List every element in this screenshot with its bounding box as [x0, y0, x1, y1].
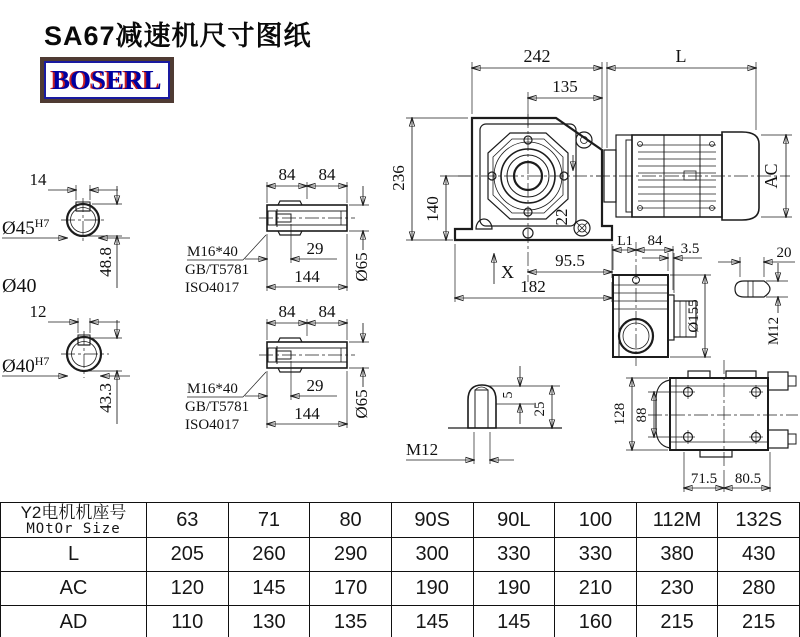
dim-motor-dia: AC: [761, 163, 781, 189]
dim-l1: L1: [617, 234, 633, 249]
col-header: 112M: [636, 503, 718, 538]
plug-detail: [718, 245, 795, 345]
cell: 215: [718, 606, 800, 637]
dim-plug-length: 20: [776, 245, 792, 261]
bottom-view: [612, 360, 798, 492]
header-motor-size: [1, 503, 147, 538]
cell: 120: [147, 572, 229, 606]
row-label: L: [1, 538, 147, 572]
cell: 430: [718, 538, 800, 572]
dim-bore-top: $Ø45^{H7}$: [2, 216, 50, 239]
dim-gap: 3.5: [680, 241, 700, 257]
dim-base-width: 182: [520, 277, 546, 296]
cell: 380: [636, 538, 718, 572]
dim-face-width: 135: [552, 77, 578, 96]
cell: 170: [310, 572, 392, 606]
col-header: 132S: [718, 503, 800, 538]
col-header: 90L: [473, 503, 555, 538]
motor-size-table: [0, 502, 800, 637]
label-std-gb: GB/T5781: [185, 262, 250, 278]
col-header: 100: [555, 503, 637, 538]
cell: 110: [147, 606, 229, 637]
label-std-gb2: GB/T5781: [185, 399, 250, 415]
dim-sleeve-seg-a: 84: [278, 165, 296, 184]
label-bolt-spec2: M16*40: [187, 381, 238, 397]
cell: 330: [473, 538, 555, 572]
cell: 190: [473, 572, 555, 606]
side-view: [613, 233, 711, 366]
dim-sleeve2-dia: Ø65: [352, 389, 371, 419]
dim-key-width-bottom: 12: [29, 302, 47, 321]
shaft-sleeve-bottom: [185, 302, 371, 433]
cell: 260: [228, 538, 310, 572]
dim-bore-bottom: $Ø40^{H7}$: [2, 354, 50, 377]
cell: 330: [555, 538, 637, 572]
dim-key-thread: M12: [406, 440, 439, 459]
col-header: 63: [147, 503, 229, 538]
label-bolt-spec: M16*40: [187, 244, 238, 260]
cell: 210: [555, 572, 637, 606]
dim-bottom-height: 128: [612, 402, 628, 426]
hollow-shaft-section-bottom: [2, 302, 130, 424]
dim-key-5: 5: [501, 391, 516, 399]
dim-overall-height: 236: [389, 165, 408, 191]
label-x-mark: X: [501, 262, 514, 282]
cell: 135: [310, 606, 392, 637]
cell: 230: [636, 572, 718, 606]
main-assembly-view: [389, 46, 792, 302]
dim-foot: 22: [552, 208, 571, 226]
dim-key-25: 25: [532, 401, 548, 417]
dim-sleeve-length: 144: [294, 267, 320, 286]
dim-depth-top: 48.8: [96, 247, 115, 277]
header-motor-size-en: MOtOr Size: [26, 521, 121, 537]
cell: 290: [310, 538, 392, 572]
dim-sleeve2-length: 144: [294, 404, 320, 423]
dim-center-height: 140: [423, 196, 442, 222]
col-header: 80: [310, 503, 392, 538]
table-row-AD: [1, 606, 800, 637]
dim-motor-length: L: [675, 46, 687, 66]
col-header: 71: [228, 503, 310, 538]
cell: 215: [636, 606, 718, 637]
hollow-shaft-section-top: [2, 170, 130, 297]
cell: 205: [147, 538, 229, 572]
cell: 145: [391, 606, 473, 637]
cell: 280: [718, 572, 800, 606]
dim-flange-dia: Ø155: [686, 299, 702, 333]
cell: 145: [228, 572, 310, 606]
label-std-iso: ISO4017: [185, 280, 240, 296]
dim-w-right: 80.5: [734, 471, 762, 487]
logo-text: BOSERL: [44, 61, 170, 99]
dim-bolt-depth: 29: [306, 239, 324, 258]
cell: 145: [473, 606, 555, 637]
dim-sleeve2-seg-a: 84: [278, 302, 296, 321]
dim-bolt-span: 88: [634, 407, 650, 423]
key-detail: [406, 366, 562, 464]
header-motor-size-cn: Y2电机机座号: [20, 503, 127, 522]
cell: 130: [228, 606, 310, 637]
dim-bolt-depth2: 29: [306, 376, 324, 395]
col-header: 90S: [391, 503, 473, 538]
dim-sleeve-dia: Ø65: [352, 252, 371, 282]
dim-side-84: 84: [647, 233, 663, 249]
dim-depth-bottom: 43.3: [96, 383, 115, 413]
dim-key-width-top: 14: [29, 170, 47, 189]
row-label: AD: [1, 606, 147, 637]
dim-center-offset: 95.5: [555, 251, 585, 270]
label-std-iso2: ISO4017: [185, 417, 240, 433]
cell: 300: [391, 538, 473, 572]
dim-sleeve-seg-b: 84: [318, 165, 336, 184]
dim-w-left: 71.5: [690, 471, 718, 487]
dim-overall-width: 242: [523, 46, 551, 66]
dim-plug-thread: M12: [766, 316, 782, 346]
cell: 160: [555, 606, 637, 637]
label-shaft-dia: Ø40: [2, 275, 37, 297]
table-row-L: [1, 538, 800, 572]
dim-sleeve2-seg-b: 84: [318, 302, 336, 321]
table-header-row: [1, 503, 800, 538]
shaft-sleeve-top: [185, 165, 371, 296]
table-row-AC: [1, 572, 800, 606]
page-title: SA67减速机尺寸图纸: [44, 21, 312, 51]
row-label: AC: [1, 572, 147, 606]
cell: 190: [391, 572, 473, 606]
